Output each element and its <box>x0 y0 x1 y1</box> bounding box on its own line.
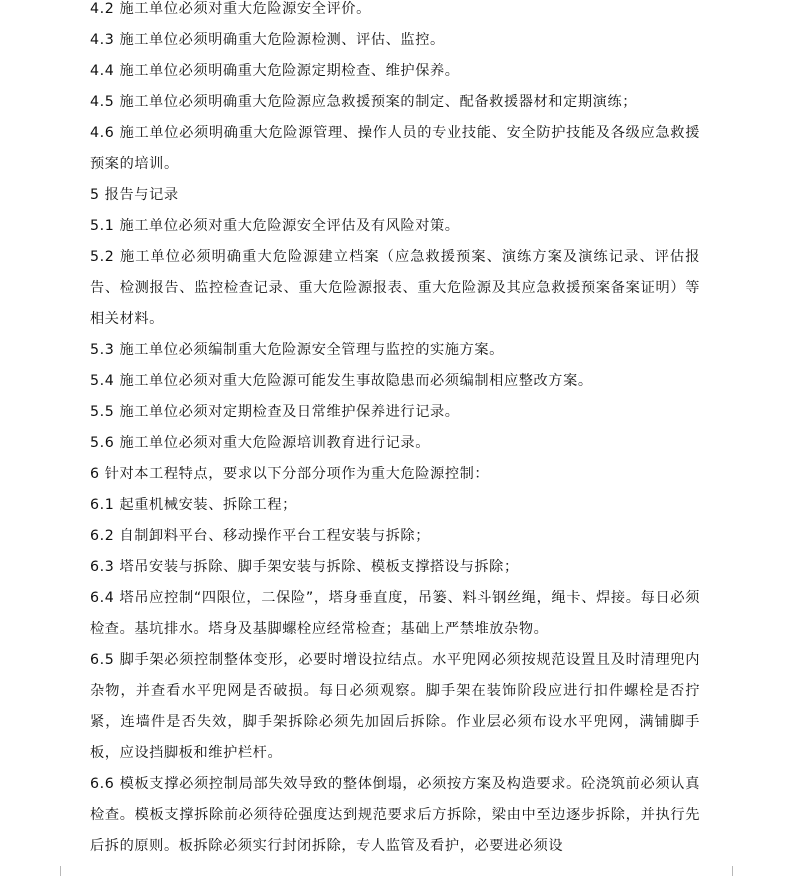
paragraph-4-6: 4.6 施工单位必须明确重大危险源管理、操作人员的专业技能、安全防护技能及各级应急救援预案的培训。 <box>90 125 700 172</box>
paragraph-4-3: 4.3 施工单位必须明确重大危险源检测、评估、监控。 <box>90 32 445 48</box>
paragraph-4-2: 4.2 施工单位必须对重大危险源安全评价。 <box>90 1 371 17</box>
paragraph-6-3: 6.3 塔吊安装与拆除、脚手架安装与拆除、模板支撑搭设与拆除； <box>90 559 519 575</box>
section-heading-5: 5 报告与记录 <box>90 187 179 203</box>
paragraph-5-5: 5.5 施工单位必须对定期检查及日常维护保养进行记录。 <box>90 404 460 420</box>
paragraph-6-4: 6.4 塔吊应控制“四限位，二保险”，塔身垂直度，吊篓、料斗钢丝绳，绳卡、焊接。每日必须检查。基坑排水。塔身及基脚螺栓应经常检查；基础上严禁堆放杂物。 <box>90 590 700 637</box>
document-body <box>90 0 700 862</box>
section-heading-6: 6 针对本工程特点，要求以下分部分项作为重大危险源控制： <box>90 466 490 482</box>
paragraph-5-4: 5.4 施工单位必须对重大危险源可能发生事故隐患而必须编制相应整改方案。 <box>90 373 593 389</box>
paragraph-5-6: 5.6 施工单位必须对重大危险源培训教育进行记录。 <box>90 435 431 451</box>
paragraph-4-4: 4.4 施工单位必须明确重大危险源定期检查、维护保养。 <box>90 63 460 79</box>
paragraph-6-6: 6.6 模板支撑必须控制局部失效导致的整体倒塌，必须按方案及构造要求。砼浇筑前必须认真检查。模板支撑拆除前必须待砼强度达到规范要求后方拆除，梁由中至边逐步拆除，并执行先后拆的原则。板拆除必须实行封闭拆除，专人监管及看护，必要进必须设 <box>90 776 700 854</box>
paragraph-4-5: 4.5 施工单位必须明确重大危险源应急救援预案的制定、配备救援器材和定期演练； <box>90 94 638 110</box>
page-corner-mark-left <box>60 866 71 876</box>
paragraph-6-5: 6.5 脚手架必须控制整体变形，必要时增设拉结点。水平兜网必须按规范设置且及时清理兜内杂物，并查看水平兜网是否破损。每日必须观察。脚手架在装饰阶段应进行扣件螺栓是否拧紧，连墙件是否失效，脚手架拆除必须先加固后拆除。作业层必须布设水平兜网，满铺脚手板，应设挡脚板和维护栏杆。 <box>90 652 700 761</box>
paragraph-6-2: 6.2 自制卸料平台、移动操作平台工程安装与拆除； <box>90 528 431 544</box>
paragraph-6-1: 6.1 起重机械安装、拆除工程； <box>90 497 297 513</box>
page-corner-mark-right <box>722 866 733 876</box>
paragraph-5-2: 5.2 施工单位必须明确重大危险源建立档案（应急救援预案、演练方案及演练记录、评估报告、检测报告、监控检查记录、重大危险源报表、重大危险源及其应急救援预案备案证明）等相关材料。 <box>90 249 700 327</box>
paragraph-5-3: 5.3 施工单位必须编制重大危险源安全管理与监控的实施方案。 <box>90 342 504 358</box>
paragraph-5-1: 5.1 施工单位必须对重大危险源安全评估及有风险对策。 <box>90 218 460 234</box>
